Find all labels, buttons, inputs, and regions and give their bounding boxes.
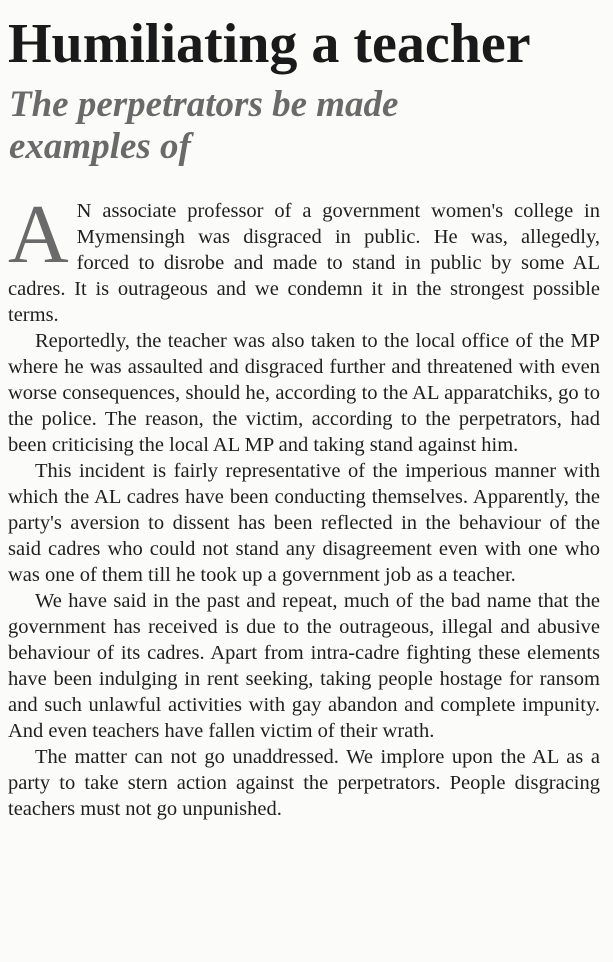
article-body xyxy=(8,188,600,822)
paragraph-4: We have said in the past and repeat, much of the bad name that the government has received is due to the outrageous, illegal and abusive behaviour of its cadres. Apart from intra-cadre fighting these elements have been indulging in rent seeking, taking people hostage for ransom and such unlawful activities with gay abandon and complete impunity. And even teachers have fallen victim of their wrath. xyxy=(8,590,600,742)
subheadline: The perpetrators be made examples of xyxy=(9,84,399,167)
headline: Humiliating a teacher xyxy=(8,13,531,75)
paragraph-1 xyxy=(8,188,600,328)
paragraph-1-text: N associate professor of a government women's college in Mymensingh was disgraced in public. He was, allegedly, forced to disrobe and made to stand in public by some AL cadres. It is outrageous and we condemn it in the strongest possible terms. xyxy=(8,200,600,326)
drop-cap: A xyxy=(8,188,69,281)
paragraph-3: This incident is fairly representative of the imperious manner with which the AL cadres have been conducting themselves. Apparently, the party's aversion to dissent has been reflected in the behaviour of the said cadres who could not stand any disagreement even with one who was one of them till he took up a government job as a teacher. xyxy=(8,460,600,586)
paragraph-5: The matter can not go unaddressed. We implore upon the AL as a party to take stern action against the perpetrators. People disgracing teachers must not go unpunished. xyxy=(8,746,600,820)
paragraph-2: Reportedly, the teacher was also taken to the local office of the MP where he was assaulted and disgraced further and threatened with even worse consequences, should he, according to the AL apparatchiks, go to the police. The reason, the victim, according to the perpetrators, had been criticising the local AL MP and taking stand against him. xyxy=(8,330,600,456)
